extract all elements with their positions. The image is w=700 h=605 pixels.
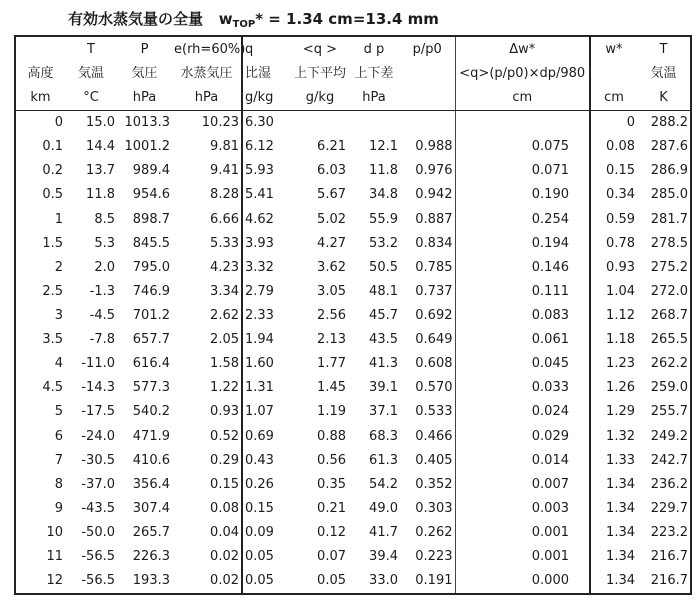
table-cell: 216.7 — [650, 549, 688, 565]
table-cell: 9 — [54, 500, 63, 516]
table-cell: 0.26 — [245, 476, 274, 492]
table-cell: 0.785 — [400, 255, 455, 279]
table-cell: 0.29 — [172, 448, 242, 472]
table-cell: -50.0 — [81, 525, 115, 540]
table-cell: 226.3 — [132, 549, 170, 565]
table-cell: 954.6 — [132, 187, 170, 203]
table-cell — [292, 110, 348, 135]
table-cell: 0.001 — [455, 545, 590, 569]
table-cell: 1013.3 — [124, 115, 170, 131]
table-cell: 193.3 — [132, 573, 170, 589]
table-cell: 0.405 — [400, 448, 455, 472]
table-cell: 0.352 — [400, 472, 455, 496]
table-cell: 11.8 — [86, 187, 115, 203]
table-cell: 6.30 — [245, 115, 274, 131]
table-cell: 540.2 — [132, 404, 170, 420]
table-cell: 0.04 — [172, 520, 242, 544]
table-cell: 水蒸気圧 — [172, 61, 242, 85]
header-row-symbols — [15, 36, 691, 61]
table-cell: 37.1 — [369, 404, 398, 420]
table-cell: 9.81 — [172, 135, 242, 159]
table-cell: 6.66 — [172, 207, 242, 231]
table-cell: 49.0 — [369, 500, 398, 516]
table-cell: 0.075 — [455, 135, 590, 159]
table-cell: 1.04 — [606, 283, 635, 299]
table-cell: 898.7 — [132, 211, 170, 227]
table-cell: 0.93 — [606, 259, 635, 275]
table-cell: 0.024 — [455, 400, 590, 424]
table-cell: 6.12 — [245, 139, 274, 155]
table-cell: km — [15, 85, 65, 110]
table-cell: 255.7 — [650, 404, 688, 420]
table-cell: 高度 — [27, 65, 54, 81]
table-cell: 0.21 — [317, 500, 346, 516]
table-cell: 265.7 — [132, 525, 170, 540]
table-cell: 4.23 — [172, 255, 242, 279]
table-cell: -43.5 — [81, 500, 115, 516]
table-cell: 5.41 — [245, 187, 274, 203]
table-cell: 上下平均 — [294, 65, 347, 81]
table-cell: 0.045 — [455, 352, 590, 376]
table-cell: 0.942 — [400, 183, 455, 207]
table-cell: 0.2 — [42, 163, 63, 179]
table-cell: 0.071 — [455, 159, 590, 183]
table-cell: 43.5 — [369, 332, 398, 348]
table-cell: 1.45 — [317, 380, 346, 396]
table-cell: 45.7 — [369, 308, 398, 324]
table-cell: 0.262 — [400, 520, 455, 544]
table-cell: 55.9 — [369, 211, 398, 227]
table-cell: 気温 — [77, 65, 104, 81]
table-cell — [400, 110, 455, 135]
table-cell: 0.887 — [400, 207, 455, 231]
table-cell: 577.3 — [132, 380, 170, 396]
title-rest: * = 1.34 cm=13.4 mm — [255, 10, 439, 28]
table-cell: 0.08 — [606, 139, 635, 155]
table-cell: 0.649 — [400, 328, 455, 352]
table-cell — [400, 85, 455, 110]
table-cell: 410.6 — [132, 452, 170, 468]
table-cell: 5 — [54, 404, 63, 420]
table-cell: 4.62 — [245, 211, 274, 227]
table-row — [15, 279, 691, 303]
table-cell — [348, 110, 400, 135]
table-cell: 2.56 — [317, 308, 346, 324]
table-cell: 2.0 — [94, 259, 115, 275]
table-row — [15, 569, 691, 594]
table-row — [15, 448, 691, 472]
table-cell: 1.77 — [317, 356, 346, 372]
table-cell: 265.5 — [650, 332, 688, 348]
table-cell: 6.21 — [317, 139, 346, 155]
table-cell: 0.303 — [400, 496, 455, 520]
table-cell: 249.2 — [650, 428, 688, 444]
table-cell: 0.02 — [172, 569, 242, 594]
table-cell: 41.3 — [369, 356, 398, 372]
table-cell: 0.194 — [455, 231, 590, 255]
table-row — [15, 207, 691, 231]
table-cell: 3.34 — [172, 279, 242, 303]
table-cell: 6 — [54, 428, 63, 444]
table-cell: 1.60 — [245, 356, 274, 372]
table-cell: 上下差 — [354, 65, 394, 81]
table-cell: 285.0 — [650, 187, 688, 203]
table-cell: -37.0 — [81, 476, 115, 492]
table-cell: 6.03 — [317, 163, 346, 179]
table-cell: 0.02 — [172, 545, 242, 569]
table-cell: 746.9 — [132, 283, 170, 299]
table-cell: <q>(p/p0)×dp/980 — [455, 61, 590, 85]
table-cell: 1.5 — [42, 235, 63, 251]
table-cell: P — [140, 41, 149, 57]
table-cell: 0.35 — [317, 476, 346, 492]
table-cell: g/kg — [292, 85, 348, 110]
table-cell: 0.08 — [172, 496, 242, 520]
table-cell: 1.34 — [606, 476, 635, 492]
table-cell: -56.5 — [81, 573, 115, 589]
table-cell: -17.5 — [81, 404, 115, 420]
table-cell: 0.976 — [400, 159, 455, 183]
title-subscript: TOP — [232, 19, 256, 30]
table-cell: <q > — [302, 41, 338, 57]
table-cell: 286.9 — [650, 163, 688, 179]
table-row — [15, 376, 691, 400]
table-cell: 9.41 — [172, 159, 242, 183]
table-cell: q — [245, 41, 254, 57]
table-cell: 8 — [54, 476, 63, 492]
table-cell — [15, 36, 65, 61]
table-cell: -14.3 — [81, 380, 115, 396]
table-cell: 8.5 — [94, 211, 115, 227]
table-cell: cm — [590, 85, 637, 110]
table-cell: 50.5 — [369, 259, 398, 275]
table-cell: 0.033 — [455, 376, 590, 400]
table-cell: 1.32 — [606, 428, 635, 444]
table-cell: 3.93 — [245, 235, 274, 251]
table-cell — [590, 61, 637, 85]
table-cell: 0 — [54, 115, 63, 131]
table-cell: 0.223 — [400, 545, 455, 569]
table-cell: 287.6 — [650, 139, 688, 155]
table-cell: 3.62 — [317, 259, 346, 275]
table-cell: 242.7 — [650, 452, 688, 468]
table-cell: 48.1 — [369, 283, 398, 299]
table-cell: 0.15 — [172, 472, 242, 496]
table-cell: 1.58 — [172, 352, 242, 376]
table-cell: 0.254 — [455, 207, 590, 231]
table-cell: 1.33 — [606, 452, 635, 468]
table-cell: 989.4 — [132, 163, 170, 179]
table-cell: 0.43 — [245, 452, 274, 468]
table-cell: 41.7 — [369, 525, 398, 540]
table-cell: 795.0 — [132, 259, 170, 275]
table-cell: 3.05 — [317, 283, 346, 299]
table-row — [15, 520, 691, 544]
table-row — [15, 135, 691, 159]
table-cell: g/kg — [242, 85, 292, 110]
table-cell: 0.15 — [245, 500, 274, 516]
table-cell: °C — [65, 85, 117, 110]
table-cell: 0.146 — [455, 255, 590, 279]
table-cell: 1.29 — [606, 404, 635, 420]
table-cell: 0.05 — [245, 549, 274, 565]
table-cell: 10.23 — [172, 110, 242, 135]
table-cell — [400, 61, 455, 85]
table-cell: 3.32 — [245, 259, 274, 275]
table-cell: 0.5 — [42, 187, 63, 203]
table-cell: 0.608 — [400, 352, 455, 376]
table-cell: 0.007 — [455, 472, 590, 496]
table-cell: cm — [455, 85, 590, 110]
table-row — [15, 496, 691, 520]
table-cell: 8.28 — [172, 183, 242, 207]
table-cell: 0.533 — [400, 400, 455, 424]
table-cell: 356.4 — [132, 476, 170, 492]
table-cell: 272.0 — [650, 283, 688, 299]
title-w: w — [218, 10, 233, 28]
table-cell: -24.0 — [81, 428, 115, 444]
table-cell: 0.061 — [455, 328, 590, 352]
table-cell: 2.79 — [245, 283, 274, 299]
table-cell: 34.8 — [369, 187, 398, 203]
table-cell: 5.02 — [317, 211, 346, 227]
table-cell: -4.5 — [89, 308, 115, 324]
table-cell: 1.34 — [606, 525, 635, 540]
table-cell: p/p0 — [400, 36, 455, 61]
table-cell: 1.26 — [606, 380, 635, 396]
table-cell: 288.2 — [650, 115, 688, 131]
table-cell: 5.3 — [94, 235, 115, 251]
table-cell: 259.0 — [650, 380, 688, 396]
table-cell: -30.5 — [81, 452, 115, 468]
table-cell: K — [637, 85, 691, 110]
table-cell: 61.3 — [369, 452, 398, 468]
table-cell: 262.2 — [650, 356, 688, 372]
table-cell: 1.12 — [606, 308, 635, 324]
table-cell: 0.34 — [606, 187, 635, 203]
table-cell: 0.1 — [42, 139, 63, 155]
table-row — [15, 352, 691, 376]
table-cell: 68.3 — [369, 428, 398, 444]
table-cell: -7.8 — [89, 332, 115, 348]
table-cell: 657.7 — [132, 332, 170, 348]
table-cell: 0.52 — [172, 424, 242, 448]
table-cell: 15.0 — [86, 115, 115, 131]
table-cell: 0.001 — [455, 520, 590, 544]
table-cell: 0.78 — [606, 235, 635, 251]
table-cell: 0.09 — [245, 525, 274, 540]
table-cell: 0.56 — [317, 452, 346, 468]
table-cell: 3.5 — [42, 332, 63, 348]
table-cell: 11 — [46, 549, 63, 565]
table-cell: 1001.2 — [124, 139, 170, 155]
water-vapor-table — [14, 35, 692, 595]
table-cell: 1.31 — [245, 380, 274, 396]
table-cell: 0.07 — [317, 549, 346, 565]
table-cell: 0.05 — [317, 573, 346, 589]
table-cell: 307.4 — [132, 500, 170, 516]
table-cell: 1.22 — [172, 376, 242, 400]
table-cell: T — [87, 41, 95, 57]
table-cell: 1.34 — [606, 549, 635, 565]
table-cell: 1.94 — [245, 332, 274, 348]
table-cell: 1.34 — [606, 573, 635, 589]
table-cell: 2.5 — [42, 283, 63, 299]
table-title — [68, 8, 439, 30]
table-cell: 2.05 — [172, 328, 242, 352]
table-cell: 0.111 — [455, 279, 590, 303]
table-cell: 12 — [46, 573, 63, 589]
table-cell: hPa — [117, 85, 172, 110]
table-cell: 2 — [54, 259, 63, 275]
table-cell: 0.466 — [400, 424, 455, 448]
table-cell: 気圧 — [131, 65, 158, 81]
table-cell: -11.0 — [81, 356, 115, 372]
table-cell: 0.59 — [606, 211, 635, 227]
table-cell: 0.191 — [400, 569, 455, 594]
table-cell: 気温 — [650, 65, 677, 81]
table-row — [15, 472, 691, 496]
table-cell: 4 — [54, 356, 63, 372]
table-cell: 14.4 — [86, 139, 115, 155]
table-cell: 223.2 — [650, 525, 688, 540]
table-cell: 0.692 — [400, 303, 455, 327]
table-cell: 1 — [54, 211, 63, 227]
table-cell: 0.12 — [317, 525, 346, 540]
table-cell: 0.69 — [245, 428, 274, 444]
table-row — [15, 303, 691, 327]
table-body — [15, 36, 691, 594]
table-cell: 2.13 — [317, 332, 346, 348]
table-cell: 53.2 — [369, 235, 398, 251]
table-cell: 0.190 — [455, 183, 590, 207]
table-cell: 33.0 — [369, 573, 398, 589]
table-cell: 0.003 — [455, 496, 590, 520]
table-cell: 0.570 — [400, 376, 455, 400]
table-cell: 1.34 — [606, 500, 635, 516]
table-cell: 4.5 — [42, 380, 63, 396]
table-cell: 7 — [54, 452, 63, 468]
table-cell — [455, 110, 590, 135]
table-row — [15, 400, 691, 424]
table-cell: 0.083 — [455, 303, 590, 327]
table-cell: 0.834 — [400, 231, 455, 255]
table-cell: 0.15 — [606, 163, 635, 179]
table-row — [15, 183, 691, 207]
table-cell: 5.93 — [245, 163, 274, 179]
table-cell: 5.67 — [317, 187, 346, 203]
table-cell: hPa — [348, 85, 400, 110]
table-cell: 0.05 — [245, 573, 274, 589]
table-cell: 229.7 — [650, 500, 688, 516]
table-cell: -56.5 — [81, 549, 115, 565]
table-cell: 701.2 — [132, 308, 170, 324]
table-row — [15, 328, 691, 352]
table-cell: e(rh=60%) — [172, 36, 242, 61]
table-cell: 236.2 — [650, 476, 688, 492]
table-cell: 54.2 — [369, 476, 398, 492]
table-cell: 268.7 — [650, 308, 688, 324]
table-cell: 0.88 — [317, 428, 346, 444]
table-cell: 471.9 — [132, 428, 170, 444]
table-cell: 5.33 — [172, 231, 242, 255]
table-cell: hPa — [172, 85, 242, 110]
table-row — [15, 159, 691, 183]
table-row — [15, 545, 691, 569]
table-cell: 845.5 — [132, 235, 170, 251]
table-cell: 10 — [46, 525, 63, 540]
table-cell: 281.7 — [650, 211, 688, 227]
table-cell: 1.19 — [317, 404, 346, 420]
table-cell: 0.737 — [400, 279, 455, 303]
table-cell: 4.27 — [317, 235, 346, 251]
header-row-names — [15, 61, 691, 85]
table-cell: Δw* — [455, 36, 590, 61]
table-cell: 比湿 — [245, 65, 272, 81]
title-main: 有効水蒸気量の全量 — [68, 10, 204, 28]
table-cell: 0 — [626, 115, 635, 131]
table-cell: 275.2 — [650, 259, 688, 275]
table-cell: 0.988 — [400, 135, 455, 159]
table-cell: 13.7 — [86, 163, 115, 179]
table-cell: d p — [363, 41, 385, 57]
table-cell: -1.3 — [89, 283, 115, 299]
table-cell: 39.1 — [369, 380, 398, 396]
table-cell: 1.18 — [606, 332, 635, 348]
table-cell: w* — [605, 41, 623, 57]
table-cell: 0.029 — [455, 424, 590, 448]
table-cell: 0.000 — [455, 569, 590, 594]
table-cell: 216.7 — [650, 573, 688, 589]
table-row — [15, 255, 691, 279]
table-cell: 11.8 — [369, 163, 398, 179]
table-cell: 1.23 — [606, 356, 635, 372]
table-row — [15, 110, 691, 135]
header-row-units — [15, 85, 691, 110]
table-cell: 616.4 — [132, 356, 170, 372]
table-row — [15, 424, 691, 448]
table-cell: 0.014 — [455, 448, 590, 472]
table-cell: 12.1 — [369, 139, 398, 155]
table-cell: 2.33 — [245, 308, 274, 324]
table-row — [15, 231, 691, 255]
table-cell: 1.07 — [245, 404, 274, 420]
table-cell: 2.62 — [172, 303, 242, 327]
table-cell: 0.93 — [172, 400, 242, 424]
table-cell: 3 — [54, 308, 63, 324]
table-cell: 278.5 — [650, 235, 688, 251]
table-cell: 39.4 — [369, 549, 398, 565]
table-cell: T — [659, 41, 668, 57]
